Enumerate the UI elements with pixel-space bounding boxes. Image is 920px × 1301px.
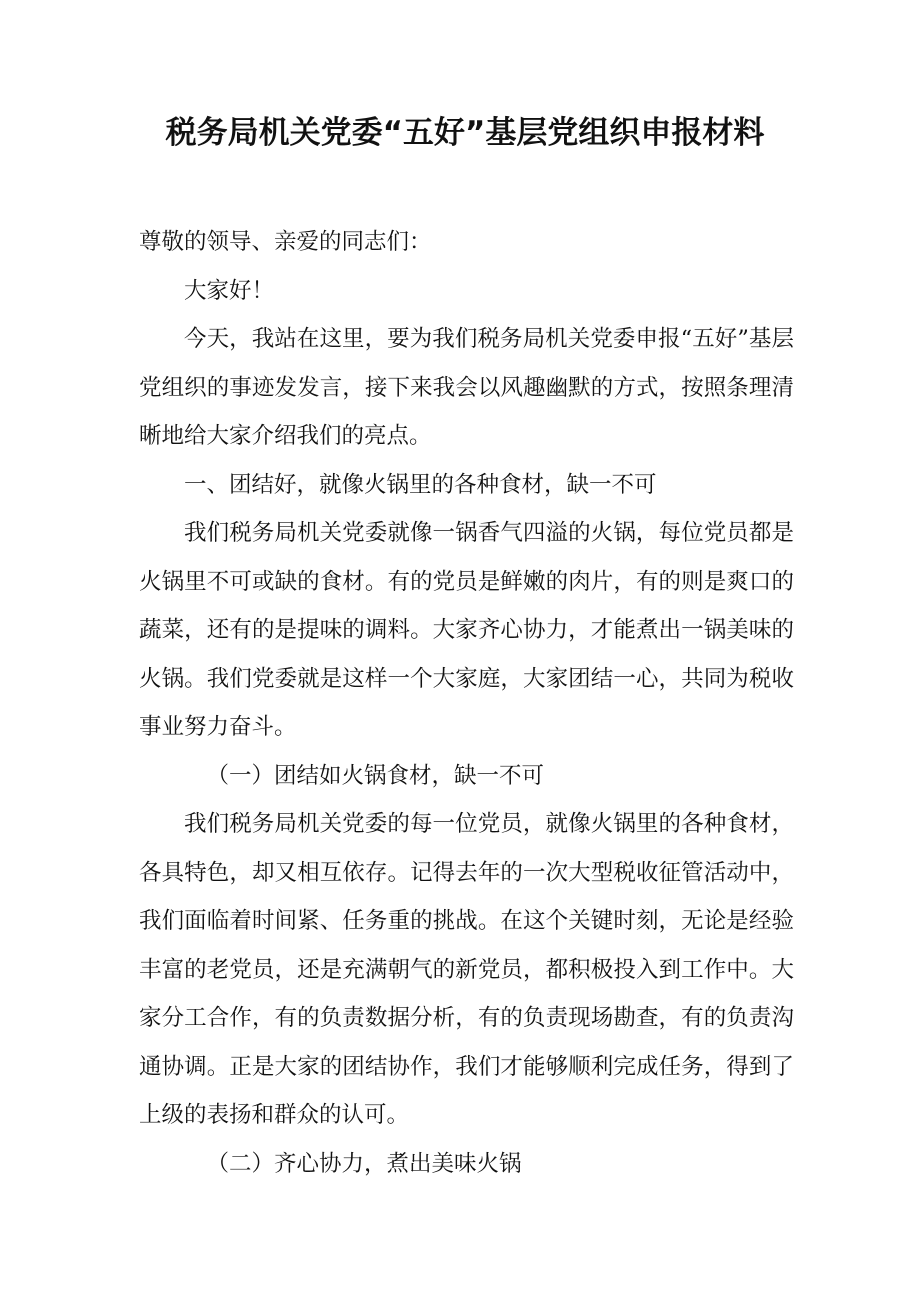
subsection-heading-2: （二）齐心协力，煮出美味火锅 — [206, 1150, 522, 1177]
subsection-1-paragraph: 我们税务局机关党委的每一位党员，就像火锅里的各种食材，各具特色，却又相互依存。记得去年的一次大型税收征管活动中，我们面临着时间紧、任务重的挑战。在这个关键时刻，无论是经验丰富的老党员，还是充满朝气的新党员，都积极投入到工作中。大家分工合作，有的负责数据分析，有的负责现场勘查，有的负责沟通协调。正是大家的团结协作，我们才能够顺利完成任务，得到了上级的表扬和群众的认可。 — [139, 811, 794, 1128]
section-heading-1: 一、团结好，就像火锅里的各种食材，缺一不可 — [184, 471, 657, 498]
salutation: 尊敬的领导、亲爱的同志们： — [139, 229, 432, 255]
document-body — [139, 218, 794, 1188]
subsection-heading-1: （一）团结如火锅食材，缺一不可 — [206, 762, 545, 789]
document-title: 税务局机关党委“五好”基层党组织申报材料 — [165, 115, 765, 151]
greeting: 大家好！ — [184, 277, 275, 304]
intro-paragraph: 今天，我站在这里，要为我们税务局机关党委申报“五好”基层党组织的事迹发发言，接下来我会以风趣幽默的方式，按照条理清晰地给大家介绍我们的亮点。 — [139, 326, 794, 449]
section-1-paragraph: 我们税务局机关党委就像一锅香气四溢的火锅，每位党员都是火锅里不可或缺的食材。有的党员是鲜嫩的肉片，有的则是爽口的蔬菜，还有的是提味的调料。大家齐心协力，才能煮出一锅美味的火锅。我们党委就是这样一个大家庭，大家团结一心，共同为税收事业努力奋斗。 — [139, 520, 794, 740]
